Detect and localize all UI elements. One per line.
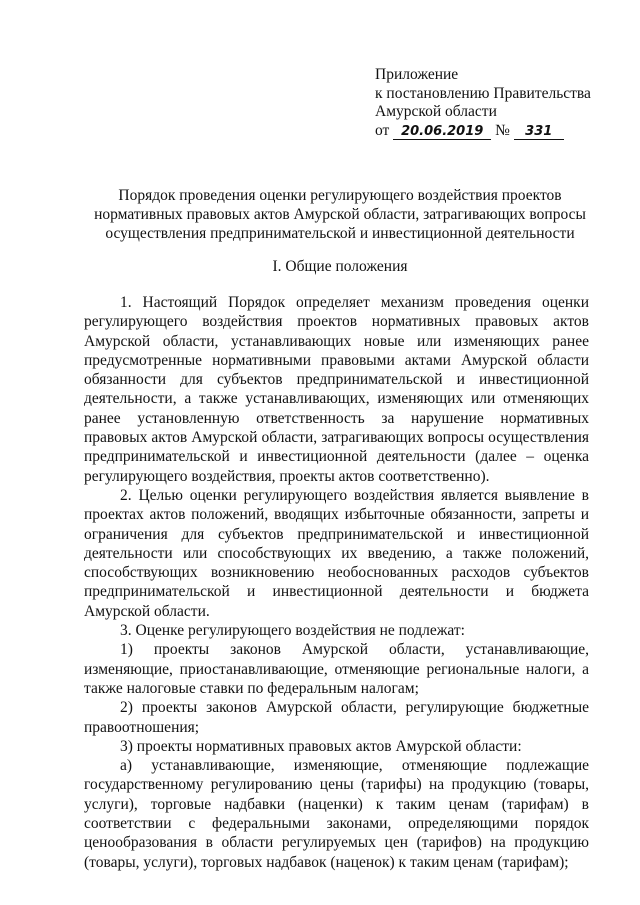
paragraph-2: 2. Целью оценки регулирующего воздействия является выявление в проектах актов положений, вводящих избыточные обязанности, запреты и ограничения для субъектов предпринимательской и инвестиционной деятельности или способствующих их введению, а также положений, способствующих возникновению необоснованных расходов субъектов предпринимательской и инвестиционной деятельности и бюджета Амурской области. — [84, 486, 589, 620]
date-prefix: от — [375, 121, 390, 139]
title-line-3: осуществления предпринимательской и инвестиционной деятельности — [105, 225, 575, 242]
paragraph-1: 1. Настоящий Порядок определяет механизм проведения оценки регулирующего воздействия проектов нормативных правовых актов Амурской области, устанавливающих новые или изменяющих ранее предусмотренные нормативными правовыми актами Амурской области обязанности для субъектов предпринимательской и инвестиционной деятельности, а также устанавливающих, изменяющих или отменяющих ранее установленную ответственность за нарушение нормативных правовых актов Амурской области, затрагивающих вопросы осуществления предпринимательской и инвестиционной деятельности (далее – оценка регулирующего воздействия, проекты актов соответственно). — [84, 294, 589, 485]
list-item-3: 3) проекты нормативных правовых актов Амурской области: — [120, 737, 522, 755]
document-title — [80, 186, 600, 243]
appendix-line-3: Амурской области — [375, 103, 497, 120]
appendix-block — [375, 66, 625, 140]
appendix-line-2: к постановлению Правительства — [375, 84, 591, 102]
appendix-date-line — [375, 122, 625, 141]
title-line-1: Порядок проведения оценки регулирующего воздействия проектов — [118, 187, 562, 204]
list-item-1: 1) проекты законов Амурской области, устанавливающие, изменяющие, приостанавливающие, отменяющие региональные налоги, а также налоговые ставки по федеральным налогам; — [84, 641, 589, 697]
list-item-2: 2) проекты законов Амурской области, регулирующие бюджетные правоотношения; — [84, 699, 589, 736]
document-body — [84, 293, 589, 872]
handwritten-date: 20.06.2019 — [393, 124, 491, 140]
title-line-2: нормативных правовых актов Амурской области, затрагивающих вопросы — [94, 206, 586, 223]
appendix-line-1: Приложение — [375, 66, 459, 83]
list-subitem-a: а) устанавливающие, изменяющие, отменяющие подлежащие государственному регулированию цены (тарифы) на продукцию (товары, услуги), торговые надбавки (наценки) к таким ценам (тарифам) в соответствии с федеральными законами, определяющими порядок ценообразования в области регулируемых цен (тарифов) на продукцию (товары, услуги), торговых надбавок (наценок) к таким ценам (тарифам); — [84, 757, 589, 871]
number-prefix: № — [495, 121, 510, 139]
section-heading: I. Общие положения — [272, 258, 408, 275]
paragraph-3: 3. Оценке регулирующего воздействия не подлежат: — [120, 622, 465, 640]
handwritten-number: 331 — [514, 124, 564, 140]
